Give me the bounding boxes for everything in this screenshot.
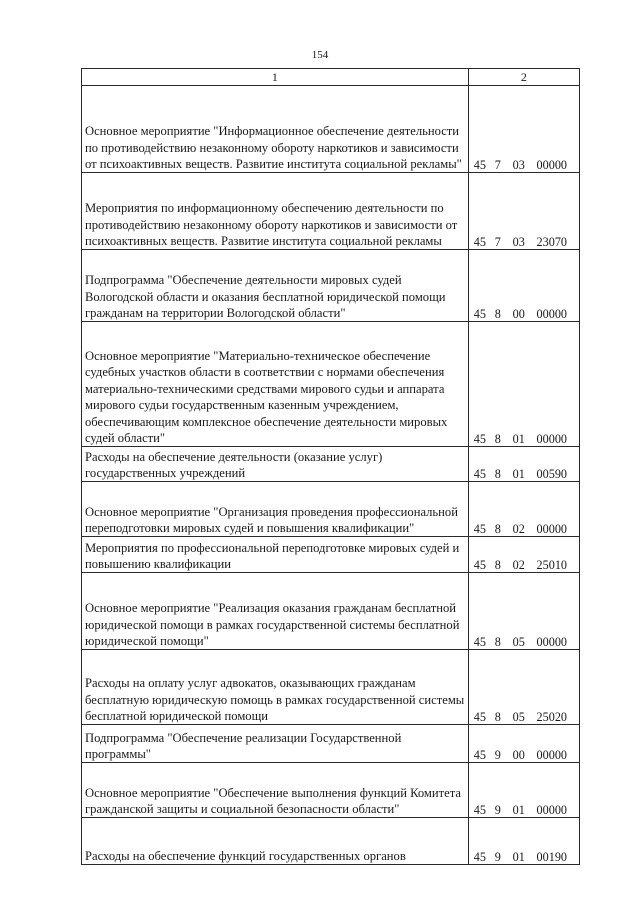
code-subprogram: 9 — [494, 803, 501, 818]
code-program: 45 — [473, 467, 486, 482]
row-code — [468, 447, 579, 482]
code-direction: 00000 — [536, 635, 567, 650]
code-subprogram: 8 — [494, 307, 501, 322]
code-program: 45 — [473, 710, 486, 725]
table-row — [82, 725, 580, 763]
row-description: Подпрограмма "Обеспечение деятельности мировых судей Вологодской области и оказания бесплатной юридической помощи гражданам на территории Вологодской области" — [82, 250, 469, 322]
code-direction: 00590 — [536, 467, 567, 482]
code-program: 45 — [473, 558, 486, 573]
code-event: 00 — [512, 307, 525, 322]
row-code — [468, 482, 579, 537]
row-description: Основное мероприятие "Реализация оказания гражданам бесплатной юридической помощи в рамках государственной системы бесплатной юридической помощи" — [82, 573, 469, 650]
code-direction: 00000 — [536, 158, 567, 173]
table-row — [82, 86, 580, 173]
code-direction: 25020 — [536, 710, 567, 725]
table-row — [82, 650, 580, 725]
code-subprogram: 8 — [494, 467, 501, 482]
code-direction: 00000 — [536, 522, 567, 537]
table-row — [82, 573, 580, 650]
code-direction: 23070 — [536, 235, 567, 250]
code-subprogram: 9 — [494, 850, 501, 865]
code-direction: 00190 — [536, 850, 567, 865]
row-code — [468, 537, 579, 573]
row-description: Расходы на обеспечение функций государственных органов — [82, 818, 469, 865]
code-program: 45 — [473, 803, 486, 818]
table-row — [82, 250, 580, 322]
table-header-row — [82, 69, 580, 86]
code-subprogram: 7 — [494, 158, 501, 173]
code-event: 05 — [512, 710, 525, 725]
row-code — [468, 573, 579, 650]
code-direction: 00000 — [536, 803, 567, 818]
code-event: 01 — [512, 803, 525, 818]
row-description: Подпрограмма "Обеспечение реализации Государственной программы" — [82, 725, 469, 763]
table-row — [82, 482, 580, 537]
code-event: 03 — [512, 158, 525, 173]
row-code — [468, 650, 579, 725]
code-subprogram: 8 — [494, 710, 501, 725]
code-event: 01 — [512, 432, 525, 447]
code-direction: 00000 — [536, 432, 567, 447]
table-row — [82, 763, 580, 818]
code-event: 01 — [512, 467, 525, 482]
row-code — [468, 818, 579, 865]
code-program: 45 — [473, 522, 486, 537]
code-event: 02 — [512, 558, 525, 573]
code-event: 05 — [512, 635, 525, 650]
code-direction: 00000 — [536, 748, 567, 763]
code-program: 45 — [473, 635, 486, 650]
row-code — [468, 763, 579, 818]
row-code — [468, 322, 579, 447]
row-description: Основное мероприятие "Обеспечение выполнения функций Комитета гражданской защиты и социальной безопасности области" — [82, 763, 469, 818]
table-row — [82, 447, 580, 482]
row-code — [468, 250, 579, 322]
code-subprogram: 8 — [494, 432, 501, 447]
row-description: Основное мероприятие "Организация проведения профессиональной переподготовки мировых судей и повышения квалификации" — [82, 482, 469, 537]
code-program: 45 — [473, 432, 486, 447]
row-code — [468, 173, 579, 250]
table-row — [82, 322, 580, 447]
table-row — [82, 173, 580, 250]
budget-classification-table — [81, 68, 580, 865]
code-subprogram: 8 — [494, 558, 501, 573]
row-description: Расходы на обеспечение деятельности (оказание услуг) государственных учреждений — [82, 447, 469, 482]
column-header-1: 1 — [82, 69, 469, 86]
code-direction: 00000 — [536, 307, 567, 322]
row-description: Мероприятия по профессиональной переподготовке мировых судей и повышению квалификации — [82, 537, 469, 573]
code-program: 45 — [473, 748, 486, 763]
row-description: Основное мероприятие "Информационное обеспечение деятельности по противодействию незаконному обороту наркотиков и зависимости от психоактивных веществ. Развитие института социальной рекламы" — [82, 86, 469, 173]
row-description: Основное мероприятие "Материально-техническое обеспечение судебных участков области в соответствии с нормами обеспечения материально-техническими средствами мирового судьи и аппарата мирового судьи государственным казенным учреждением, обеспечивающим комплексное обеспечение деятельности мировых судей области" — [82, 322, 469, 447]
code-event: 00 — [512, 748, 525, 763]
code-subprogram: 8 — [494, 635, 501, 650]
code-program: 45 — [473, 850, 486, 865]
code-program: 45 — [473, 158, 486, 173]
row-description: Мероприятия по информационному обеспечению деятельности по противодействию незаконному обороту наркотиков и зависимости от психоактивных веществ. Развитие института социальной рекламы — [82, 173, 469, 250]
table-row — [82, 537, 580, 573]
row-description: Расходы на оплату услуг адвокатов, оказывающих гражданам бесплатную юридическую помощь в рамках государственной системы бесплатной юридической помощи — [82, 650, 469, 725]
code-direction: 25010 — [536, 558, 567, 573]
code-subprogram: 9 — [494, 748, 501, 763]
code-event: 01 — [512, 850, 525, 865]
code-subprogram: 7 — [494, 235, 501, 250]
code-program: 45 — [473, 307, 486, 322]
page-number: 154 — [311, 49, 329, 61]
row-code — [468, 86, 579, 173]
row-code — [468, 725, 579, 763]
code-event: 02 — [512, 522, 525, 537]
code-event: 03 — [512, 235, 525, 250]
table-row — [82, 818, 580, 865]
code-program: 45 — [473, 235, 486, 250]
column-header-2: 2 — [468, 69, 579, 86]
code-subprogram: 8 — [494, 522, 501, 537]
